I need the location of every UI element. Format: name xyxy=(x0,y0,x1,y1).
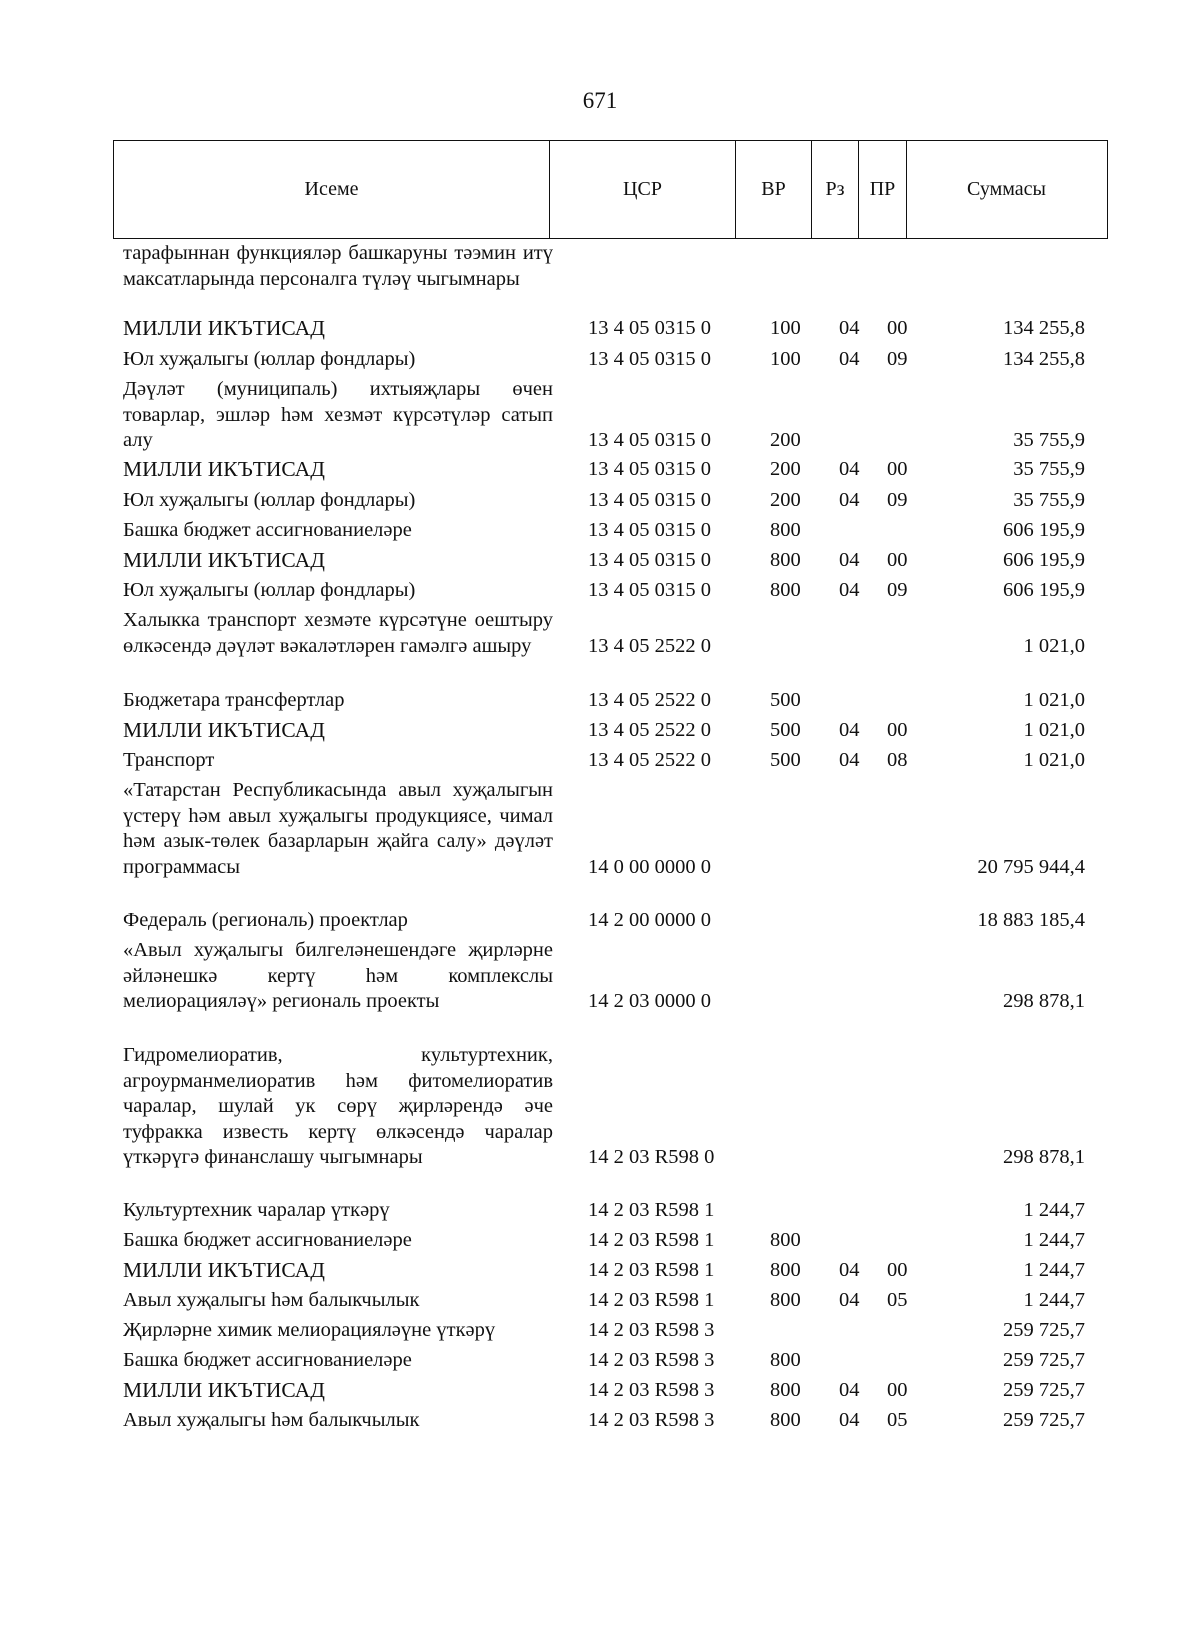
row-vr: 800 xyxy=(770,1379,801,1401)
row-csr: 14 2 03 R598 0 xyxy=(588,1146,715,1168)
row-csr: 13 4 05 0315 0 xyxy=(588,579,711,601)
table-row xyxy=(123,1348,1108,1374)
row-name: «Татарстан Республикасында авыл хуҗалыгын үстерү һәм авыл хуҗалыгы продукциясе, чимал һәм азык-төлек базарларын җайга салу» дәүләт программасы xyxy=(123,779,553,878)
table-row xyxy=(123,457,1108,483)
table-row xyxy=(123,1228,1108,1254)
row-csr: 13 4 05 0315 0 xyxy=(588,489,711,511)
table-row xyxy=(123,938,1108,1015)
table-header xyxy=(113,140,1108,239)
row-csr: 13 4 05 0315 0 xyxy=(588,458,711,480)
table-row xyxy=(123,908,1108,934)
row-name: Башка бюджет ассигнованиеләре xyxy=(123,1229,412,1251)
row-name: Дәүләт (муниципаль) ихтыяҗлары өчен товарлар, эшләр һәм хезмәт күрсәтүләр сатып алу xyxy=(123,378,553,451)
table-row xyxy=(123,1378,1108,1404)
row-csr: 14 2 03 R598 1 xyxy=(588,1229,715,1251)
column-header-name: Исеме xyxy=(114,141,550,238)
row-vr: 800 xyxy=(770,1259,801,1281)
table-row xyxy=(123,548,1108,574)
column-header-vr: ВР xyxy=(736,141,812,238)
row-vr: 500 xyxy=(770,719,801,741)
row-name: Федераль (региональ) проектлар xyxy=(123,909,408,931)
row-pr: 00 xyxy=(887,317,908,339)
row-sum: 1 021,0 xyxy=(1023,689,1085,711)
table-row xyxy=(123,718,1108,744)
row-sum: 1 021,0 xyxy=(1023,719,1085,741)
table-row xyxy=(123,778,1108,880)
table-row xyxy=(123,608,1108,659)
row-rz: 04 xyxy=(839,458,860,480)
row-csr: 13 4 05 0315 0 xyxy=(588,549,711,571)
row-name: Җирләрне химик мелиорацияләүне үткәрү xyxy=(123,1319,496,1341)
row-vr: 200 xyxy=(770,458,801,480)
row-name: Юл хуҗалыгы (юллар фондлары) xyxy=(123,489,416,511)
row-name: МИЛЛИ ИКЪТИСАД xyxy=(123,316,325,340)
row-sum: 1 244,7 xyxy=(1023,1229,1085,1251)
column-header-rz: Рз xyxy=(812,141,859,238)
row-name: Башка бюджет ассигнованиеләре xyxy=(123,1349,412,1371)
row-name: тарафыннан функцияләр башкаруны тәэмин итү максатларында персоналга түләү чыгымнары xyxy=(123,242,553,290)
row-rz: 04 xyxy=(839,348,860,370)
table-row xyxy=(123,241,1108,292)
row-sum: 35 755,9 xyxy=(1013,489,1085,511)
row-rz: 04 xyxy=(839,317,860,339)
row-csr: 14 2 03 0000 0 xyxy=(588,990,711,1012)
row-name: Юл хуҗалыгы (юллар фондлары) xyxy=(123,579,416,601)
row-pr: 09 xyxy=(887,348,908,370)
row-rz: 04 xyxy=(839,1289,860,1311)
row-vr: 800 xyxy=(770,519,801,541)
row-name: МИЛЛИ ИКЪТИСАД xyxy=(123,457,325,481)
row-vr: 800 xyxy=(770,549,801,571)
row-vr: 800 xyxy=(770,579,801,601)
row-name: МИЛЛИ ИКЪТИСАД xyxy=(123,1258,325,1282)
column-header-pr: ПР xyxy=(859,141,907,238)
row-name: Транспорт xyxy=(123,749,215,771)
table-row xyxy=(123,1318,1108,1344)
row-sum: 606 195,9 xyxy=(1003,549,1085,571)
row-name: МИЛЛИ ИКЪТИСАД xyxy=(123,718,325,742)
row-sum: 1 021,0 xyxy=(1023,749,1085,771)
row-vr: 200 xyxy=(770,489,801,511)
row-sum: 1 244,7 xyxy=(1023,1289,1085,1311)
page-number: 671 xyxy=(582,88,618,113)
row-pr: 00 xyxy=(887,458,908,480)
row-rz: 04 xyxy=(839,579,860,601)
table-row xyxy=(123,1408,1108,1434)
row-sum: 606 195,9 xyxy=(1003,519,1085,541)
row-sum: 298 878,1 xyxy=(1003,990,1085,1012)
row-csr: 14 2 03 R598 3 xyxy=(588,1409,715,1431)
row-rz: 04 xyxy=(839,719,860,741)
column-header-sum: Суммасы xyxy=(967,178,1046,200)
table-row xyxy=(123,748,1108,774)
row-sum: 18 883 185,4 xyxy=(977,909,1085,931)
row-pr: 09 xyxy=(887,489,908,511)
row-vr: 100 xyxy=(770,348,801,370)
row-name: Башка бюджет ассигнованиеләре xyxy=(123,519,412,541)
row-pr: 05 xyxy=(887,1289,908,1311)
row-csr: 14 2 03 R598 3 xyxy=(588,1349,715,1371)
row-name: МИЛЛИ ИКЪТИСАД xyxy=(123,548,325,572)
row-pr: 00 xyxy=(887,719,908,741)
row-sum: 606 195,9 xyxy=(1003,579,1085,601)
row-csr: 14 2 03 R598 3 xyxy=(588,1319,715,1341)
table-row xyxy=(123,1198,1108,1224)
row-pr: 08 xyxy=(887,749,908,771)
table-row xyxy=(123,518,1108,544)
table-row xyxy=(123,1258,1108,1284)
row-vr: 100 xyxy=(770,317,801,339)
table-row xyxy=(123,688,1108,714)
table-row xyxy=(123,578,1108,604)
row-pr: 00 xyxy=(887,1379,908,1401)
row-csr: 13 4 05 2522 0 xyxy=(588,719,711,741)
row-sum: 20 795 944,4 xyxy=(977,855,1085,878)
row-pr: 00 xyxy=(887,549,908,571)
row-name: Бюджетара трансфертлар xyxy=(123,689,345,711)
row-csr: 13 4 05 2522 0 xyxy=(588,689,711,711)
row-vr: 800 xyxy=(770,1229,801,1251)
row-rz: 04 xyxy=(839,489,860,511)
row-sum: 259 725,7 xyxy=(1003,1349,1085,1371)
row-csr: 14 2 03 R598 1 xyxy=(588,1289,715,1311)
row-csr: 14 2 03 R598 1 xyxy=(588,1199,715,1221)
row-csr: 13 4 05 2522 0 xyxy=(588,634,711,657)
row-rz: 04 xyxy=(839,749,860,771)
table-row xyxy=(123,316,1108,342)
row-csr: 14 2 03 R598 3 xyxy=(588,1379,715,1401)
row-name: «Авыл хуҗалыгы билгеләнешендәге җирләрне әйләнешкә кертү һәм комплекслы мелиорацияләү» региональ проекты xyxy=(123,939,553,1012)
row-name: Юл хуҗалыгы (юллар фондлары) xyxy=(123,348,416,370)
row-csr: 14 2 03 R598 1 xyxy=(588,1259,715,1281)
row-csr: 13 4 05 0315 0 xyxy=(588,317,711,339)
row-csr: 13 4 05 0315 0 xyxy=(588,348,711,370)
table-row xyxy=(123,1043,1108,1171)
row-name: Авыл хуҗалыгы һәм балыкчылык xyxy=(123,1409,420,1431)
row-sum: 1 244,7 xyxy=(1023,1199,1085,1221)
row-vr: 800 xyxy=(770,1349,801,1371)
table-row xyxy=(123,1288,1108,1314)
row-sum: 1 244,7 xyxy=(1023,1259,1085,1281)
row-csr: 14 2 00 0000 0 xyxy=(588,909,711,931)
row-name: Гидромелиоратив, культуртехник, агроурманмелиоратив һәм фитомелиоратив чаралар, шулай ук сөрү җирләрендә әче туфракка известь кертү өлкәсендә чаралар үткәрүгә финанслашу чыгымнары xyxy=(123,1044,553,1168)
row-rz: 04 xyxy=(839,1379,860,1401)
row-sum: 259 725,7 xyxy=(1003,1319,1085,1341)
row-sum: 259 725,7 xyxy=(1003,1379,1085,1401)
table-row xyxy=(123,377,1108,454)
row-sum: 35 755,9 xyxy=(1013,458,1085,480)
table-row xyxy=(123,347,1108,373)
row-sum: 134 255,8 xyxy=(1003,348,1085,370)
row-csr: 13 4 05 0315 0 xyxy=(588,429,711,451)
row-sum: 134 255,8 xyxy=(1003,317,1085,339)
row-sum: 35 755,9 xyxy=(1013,429,1085,451)
row-csr: 13 4 05 0315 0 xyxy=(588,519,711,541)
row-sum: 298 878,1 xyxy=(1003,1146,1085,1168)
column-header-csr: ЦСР xyxy=(550,141,736,238)
row-vr: 500 xyxy=(770,749,801,771)
row-pr: 00 xyxy=(887,1259,908,1281)
row-rz: 04 xyxy=(839,1259,860,1281)
row-vr: 800 xyxy=(770,1289,801,1311)
row-sum: 259 725,7 xyxy=(1003,1409,1085,1431)
row-csr: 13 4 05 2522 0 xyxy=(588,749,711,771)
row-rz: 04 xyxy=(839,549,860,571)
row-name: Авыл хуҗалыгы һәм балыкчылык xyxy=(123,1289,420,1311)
row-pr: 05 xyxy=(887,1409,908,1431)
row-name: МИЛЛИ ИКЪТИСАД xyxy=(123,1378,325,1402)
row-pr: 09 xyxy=(887,579,908,601)
table-row xyxy=(123,488,1108,514)
row-name: Культуртехник чаралар үткәрү xyxy=(123,1199,390,1221)
row-csr: 14 0 00 0000 0 xyxy=(588,855,711,878)
row-vr: 500 xyxy=(770,689,801,711)
row-vr: 200 xyxy=(770,429,801,451)
row-name: Халыкка транспорт хезмәте күрсәтүне оештыру өлкәсендә дәүләт вәкаләтләрен гамәлгә ашыру xyxy=(123,609,553,657)
row-rz: 04 xyxy=(839,1409,860,1431)
row-vr: 800 xyxy=(770,1409,801,1431)
row-sum: 1 021,0 xyxy=(1023,634,1085,657)
